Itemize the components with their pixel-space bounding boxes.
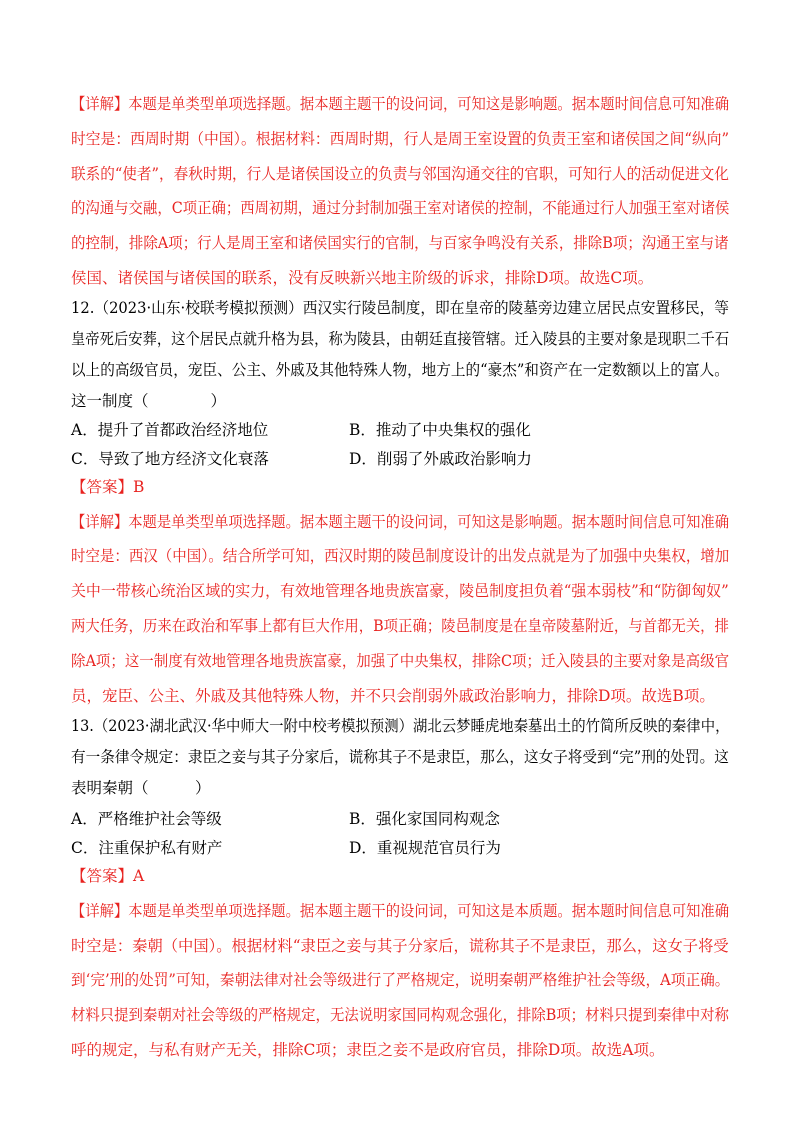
q13-analysis-line-1: 【详解】本题是单类型单项选择题。据本题主题干的设问词，可知这是本质题。据本题时间信息可知准确 (71, 902, 730, 920)
q12-analysis-line-2: 时空是：西汉（中国）。结合所学可知，西汉时期的陵邑制度设计的出发点就是为了加强中央集权，增加 (71, 547, 730, 565)
q11-analysis-line-6: 侯国、诸侯国与诸侯国的联系，没有反映新兴地主阶级的诉求，排除D项。故选C项。 (71, 269, 654, 287)
q13-stem-line-2: 有一条律令规定：隶臣之妾与其子分家后，谎称其子不是隶臣，那么，这女子将受到“完”刑的处罚。这 (71, 748, 729, 766)
q13-answer: 【答案】A (71, 867, 145, 885)
q11-analysis-line-2: 时空是：西周时期（中国）。根据材料：西周时期，行人是周王室设置的负责王室和诸侯国之间“纵向” (71, 130, 730, 148)
q12-option-b: B．推动了中央集权的强化 (349, 421, 531, 439)
q11-analysis-line-1: 【详解】本题是单类型单项选择题。据本题主题干的设问词，可知这是影响题。据本题时间信息可知准确 (71, 95, 730, 113)
q13-stem-line-3: 表明秦朝（ ） (71, 779, 211, 797)
q13-source: （2023·湖北武汉·华中师大一附中校考模拟预测） (93, 717, 413, 735)
q12-number: 12. (71, 299, 95, 317)
q13-option-a: A．严格维护社会等级 (71, 810, 222, 828)
q11-analysis-line-3: 联系的“使者”，春秋时期，行人是诸侯国设立的负责与邻国沟通交往的官职，可知行人的活动促进文化 (71, 165, 729, 183)
q12-stem-line-1: 12.（2023·山东·校联考模拟预测）西汉实行陵邑制度，即在皇帝的陵墓旁边建立居民点安置移民，等 (71, 299, 729, 317)
q13-option-c: C．注重保护私有财产 (71, 839, 223, 857)
q13-number: 13. (71, 717, 94, 735)
q13-answer-value: A (133, 867, 145, 885)
q12-analysis-line-6: 员，宠臣、公主、外戚及其他特殊人物，并不只会削弱外戚政治影响力，排除D项。故选B项。 (71, 687, 715, 705)
q13-analysis-line-3: 到‘完’刑的处罚”可知，秦朝法律对社会等级进行了严格规定，说明秦朝严格维护社会等级，A项正确。 (71, 971, 730, 989)
q12-analysis-line-1: 【详解】本题是单类型单项选择题。据本题主题干的设问词，可知这是影响题。据本题时间信息可知准确 (71, 513, 730, 531)
q13-option-b: B．强化家国同构观念 (349, 810, 500, 828)
q12-analysis-line-5: 除A项；这一制度有效地管理各地贵族富豪，加强了中央集权，排除C项；迁入陵县的主要对象是高级官 (71, 652, 730, 670)
q12-option-c: C．导致了地方经济文化衰落 (71, 450, 269, 468)
q12-analysis-line-3: 关中一带核心统治区域的实力，有效地管理各地贵族富豪，陵邑制度担负着“强本弱枝”和“防御匈奴” (71, 582, 729, 600)
q12-stem-line-3: 以上的高级官员，宠臣、公主、外戚及其他特殊人物，地方上的“豪杰”和资产在一定数额以上的富人。 (71, 361, 729, 379)
q12-source: （2023·山东·校联考模拟预测） (94, 299, 303, 317)
q11-analysis-tag: 【详解】 (71, 95, 129, 113)
q12-analysis-line-4: 两大任务，历来在政治和军事上都有巨大作用，B项正确；陵邑制度是在皇帝陵墓附近，与首都无关，排 (71, 617, 729, 635)
q13-analysis-tag: 【详解】 (71, 902, 129, 920)
q12-answer-value: B (133, 478, 145, 496)
q12-answer: 【答案】B (71, 478, 145, 496)
q13-analysis-line-4: 材料只提到秦朝对社会等级的严格规定，无法说明家国同构观念强化，排除B项；材料只提到秦律中对称 (71, 1006, 729, 1024)
q13-analysis-line-5: 呼的规定，与私有财产无关，排除C项；隶臣之妾不是政府官员，排除D项。故选A项。 (71, 1041, 665, 1059)
q12-analysis-tag: 【详解】 (71, 513, 129, 531)
q12-option-d: D．削弱了外戚政治影响力 (349, 450, 532, 468)
q13-stem-line-1: 13.（2023·湖北武汉·华中师大一附中校考模拟预测）湖北云梦睡虎地秦墓出土的竹简所反映的秦律中， (71, 717, 730, 735)
q12-option-a: A．提升了首都政治经济地位 (71, 421, 269, 439)
q12-stem-line-4: 这一制度（ ） (71, 392, 227, 410)
q11-analysis-line-4: 的沟通与交融，C项正确；西周初期，通过分封制加强王室对诸侯的控制，不能通过行人加强王室对诸侯 (71, 199, 730, 217)
q12-stem-line-2: 皇帝死后安葬，这个居民点就升格为县，称为陵县，由朝廷直接管辖。迁入陵县的主要对象是现职二千石 (71, 330, 730, 348)
q13-option-d: D．重视规范官员行为 (349, 839, 501, 857)
q11-analysis-line-5: 的控制，排除A项；行人是周王室和诸侯国实行的官制，与百家争鸣没有关系，排除B项；沟通王室与诸 (71, 234, 729, 252)
q13-analysis-line-2: 时空是：秦朝（中国）。根据材料“隶臣之妾与其子分家后，谎称其子不是隶臣，那么，这女子将受 (71, 937, 729, 955)
